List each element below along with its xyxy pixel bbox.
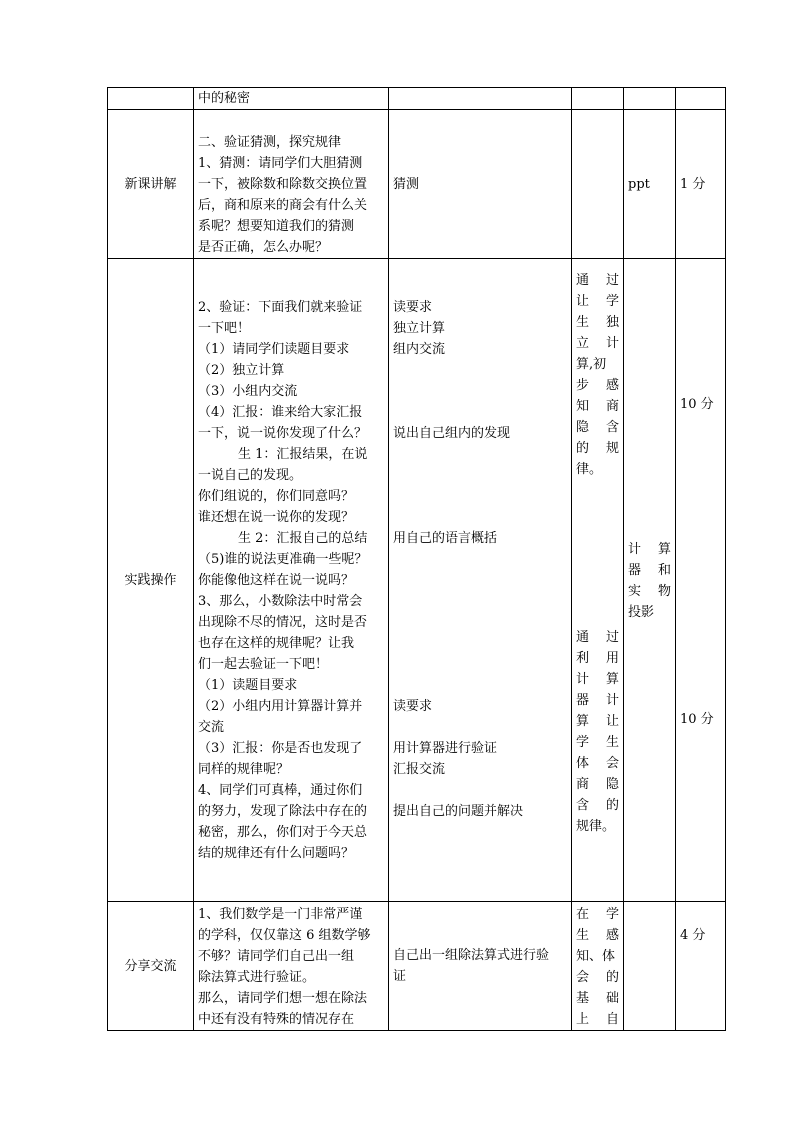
teacher-line: 你能像他这样在说一说吗？ xyxy=(198,573,355,588)
teacher-line: 的学科，仅仅靠这 6 组数学够 xyxy=(198,928,371,943)
student-activity-cell xyxy=(389,902,572,1031)
table-row xyxy=(108,259,726,902)
student-activity-cell xyxy=(389,88,572,110)
media-line: 器和 xyxy=(628,563,671,578)
teacher-line: 中还有没有特殊的情况存在 xyxy=(198,1012,355,1027)
design-intent-cell xyxy=(572,88,624,110)
student-line: 说出自己组内的发现 xyxy=(393,426,511,441)
teacher-activity-cell xyxy=(194,259,389,902)
intent-line: 的规 xyxy=(576,441,619,456)
media-cell xyxy=(624,902,676,1031)
time-cell: 1 分 xyxy=(676,110,726,259)
teacher-line: 结的规律还有什么问题吗？ xyxy=(198,846,355,861)
student-line: 用计算器进行验证 xyxy=(393,741,498,756)
media-line: 实物 xyxy=(628,584,671,599)
teacher-line: 谁还想在说一说你的发现？ xyxy=(198,510,355,525)
teacher-line: 3、那么，小数除法中时常会 xyxy=(198,594,363,609)
teacher-activity-cell xyxy=(194,88,389,110)
teacher-activity-cell xyxy=(194,110,389,259)
student-activity-cell xyxy=(389,259,572,902)
intent-line: 基础 xyxy=(576,991,619,1006)
teacher-line: 是否正确，怎么办呢？ xyxy=(198,240,329,255)
teacher-line: （1）请同学们读题目要求 xyxy=(198,342,350,357)
teacher-line: 1、我们数学是一门非常严谨 xyxy=(198,907,363,922)
time-label: 10 分 xyxy=(680,712,714,727)
intent-line: 步感 xyxy=(576,378,619,393)
media-cell: ppt xyxy=(624,110,676,259)
student-line: 猜测 xyxy=(393,176,420,192)
time-label: 10 分 xyxy=(680,397,714,412)
student-activity-cell xyxy=(389,110,572,259)
intent-line: 通过 xyxy=(576,630,619,645)
intent-line: 生感 xyxy=(576,928,619,943)
student-line: 用自己的语言概括 xyxy=(393,531,498,546)
intent-line: 律。 xyxy=(576,462,603,477)
teacher-line: （5)谁的说法更准确一些呢？ xyxy=(198,552,368,567)
teacher-line: 生 1：汇报结果，在说 xyxy=(238,447,368,462)
intent-line: 知商 xyxy=(576,399,619,414)
media-cell xyxy=(624,88,676,110)
teacher-line: 1、猜测：请同学们大胆猜测 xyxy=(198,156,363,171)
intent-line: 计算 xyxy=(576,672,619,687)
intent-line: 利用 xyxy=(576,651,619,666)
intent-line: 学生 xyxy=(576,735,619,750)
teacher-line: （2）小组内用计算器计算并 xyxy=(198,699,363,714)
table-row xyxy=(108,88,726,110)
design-intent-cell xyxy=(572,902,624,1031)
teacher-line: 出现除不尽的情况，这时是否 xyxy=(198,615,368,630)
student-line: 独立计算 xyxy=(393,321,446,336)
media-cell xyxy=(624,259,676,902)
time-cell xyxy=(676,259,726,902)
student-line: 提出自己的问题并解决 xyxy=(393,804,524,819)
student-line: 读要求 xyxy=(393,300,433,315)
teacher-line: 2、验证：下面我们就来验证 xyxy=(198,300,363,315)
teacher-line: 那么，请同学们想一想在除法 xyxy=(198,991,368,1006)
intent-line: 商隐 xyxy=(576,777,619,792)
teacher-line: （3）汇报：你是否也发现了 xyxy=(198,741,363,756)
stage-cell: 实践操作 xyxy=(108,259,194,902)
intent-line: 规律。 xyxy=(576,819,616,834)
teacher-line: 生 2：汇报自己的总结 xyxy=(238,531,368,546)
teacher-line: （2）独立计算 xyxy=(198,363,285,378)
student-line: 汇报交流 xyxy=(393,762,446,777)
teacher-line: 后，商和原来的商会有什么关 xyxy=(198,198,368,213)
table-row xyxy=(108,902,726,1031)
intent-line: 知、体 xyxy=(576,949,616,964)
student-line: 自己出一组除法算式进行验 xyxy=(393,948,550,963)
intent-line: 在学 xyxy=(576,907,619,922)
teacher-line: （1）读题目要求 xyxy=(198,678,298,693)
lesson-plan-table xyxy=(107,87,726,1031)
intent-line: 让学 xyxy=(576,294,619,309)
student-line: 证 xyxy=(393,969,407,984)
intent-line: 算让 xyxy=(576,714,619,729)
teacher-line: （3）小组内交流 xyxy=(198,384,298,399)
intent-line: 立计 xyxy=(576,336,619,351)
design-intent-cell xyxy=(572,259,624,902)
intent-line: 上自 xyxy=(576,1012,619,1027)
teacher-line: 也存在这样的规律呢？让我 xyxy=(198,636,355,651)
teacher-line: 不够？请同学们自己出一组 xyxy=(198,949,355,964)
intent-line: 含的 xyxy=(576,798,619,813)
teacher-line: 秘密，那么，你们对于今天总 xyxy=(198,825,368,840)
time-cell: 4 分 xyxy=(676,902,726,1031)
media-line: 投影 xyxy=(628,605,655,620)
teacher-line: （4）汇报：谁来给大家汇报 xyxy=(198,405,363,420)
student-line: 组内交流 xyxy=(393,342,446,357)
design-intent-cell xyxy=(572,110,624,259)
intent-line: 通过 xyxy=(576,273,619,288)
intent-line: 体会 xyxy=(576,756,619,771)
teacher-line: 的努力，发现了除法中存在的 xyxy=(198,804,368,819)
teacher-line: 中的秘密 xyxy=(198,91,251,106)
teacher-line: 4、同学们可真棒，通过你们 xyxy=(198,783,363,798)
teacher-line: 二、验证猜测，探究规律 xyxy=(198,135,342,150)
teacher-line: 同样的规律呢？ xyxy=(198,762,290,777)
time-cell xyxy=(676,88,726,110)
student-line: 读要求 xyxy=(393,699,433,714)
teacher-line: 你们组说的，你们同意吗？ xyxy=(198,489,355,504)
stage-cell xyxy=(108,88,194,110)
intent-line: 算,初 xyxy=(576,357,607,372)
stage-cell: 新课讲解 xyxy=(108,110,194,259)
teacher-line: 一下，说一说你发现了什么？ xyxy=(198,426,368,441)
teacher-line: 一说自己的发现。 xyxy=(198,468,303,483)
teacher-line: 一下，被除数和除数交换位置 xyxy=(198,177,368,192)
intent-line: 隐含 xyxy=(576,420,619,435)
media-line: 计算 xyxy=(628,542,671,557)
intent-line: 生独 xyxy=(576,315,619,330)
teacher-line: 们一起去验证一下吧！ xyxy=(198,657,329,672)
intent-line: 会的 xyxy=(576,970,619,985)
teacher-line: 系呢？想要知道我们的猜测 xyxy=(198,219,355,234)
table-row xyxy=(108,110,726,259)
teacher-line: 一下吧！ xyxy=(198,321,251,336)
stage-cell: 分享交流 xyxy=(108,902,194,1031)
teacher-line: 除法算式进行验证。 xyxy=(198,970,316,985)
teacher-line: 交流 xyxy=(198,720,225,735)
teacher-activity-cell xyxy=(194,902,389,1031)
intent-line: 器计 xyxy=(576,693,619,708)
